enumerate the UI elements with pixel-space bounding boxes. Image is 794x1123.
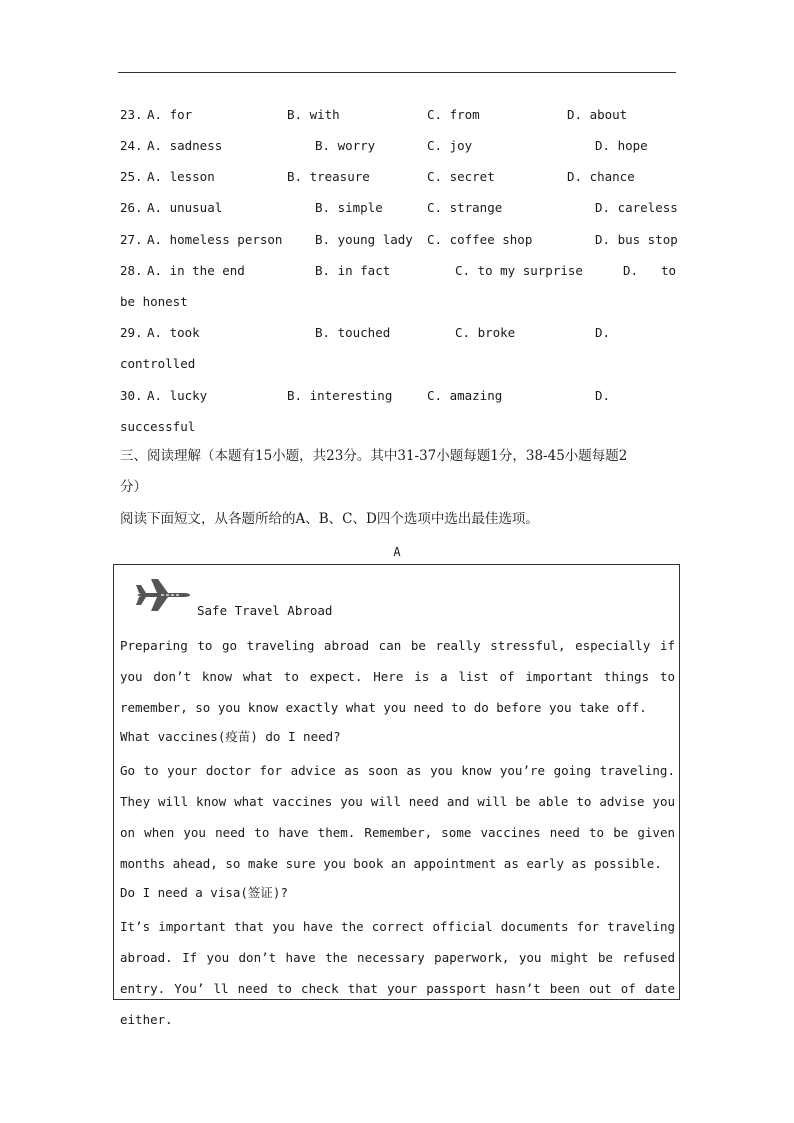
passage-paragraph-vaccines: Go to your doctor for advice as soon as you know you’re going traveling. They will know what vaccines you will need and will be able to advise you on when you need to have them. Remember, some vaccines need to be given months ahead, so make sure you book an appointment as early as possible.	[120, 763, 675, 871]
question-26	[120, 198, 680, 218]
option-a: A. lesson	[147, 169, 215, 184]
question-25	[120, 167, 680, 187]
option-a: A. homeless person	[147, 232, 283, 247]
question-number: 24.	[120, 138, 143, 153]
option-c: C. secret	[427, 169, 495, 184]
option-b: B. in fact	[315, 263, 391, 278]
option-c: C. coffee shop	[427, 232, 533, 247]
option-a: A. unusual	[147, 200, 223, 215]
option-d: D. careless	[595, 200, 678, 215]
option-a: A. lucky	[147, 388, 208, 403]
question-number: 28.	[120, 263, 143, 278]
question-30-continuation: successful	[120, 419, 196, 434]
option-c: C. joy	[427, 138, 473, 153]
option-c: C. strange	[427, 200, 503, 215]
option-b: B. simple	[315, 200, 383, 215]
question-24	[120, 136, 680, 156]
option-d: D.	[623, 263, 639, 278]
option-a: A. took	[147, 325, 200, 340]
question-29	[120, 323, 680, 343]
question-23	[120, 105, 680, 125]
passage-intro: Preparing to go traveling abroad can be really stressful, especially if you don’t know what to expect. Here is a list of important things to remember, so you know exactly what you need to do before you take off.	[120, 638, 675, 715]
option-d: D. chance	[567, 169, 635, 184]
option-d: D.	[595, 325, 611, 340]
header-rule	[118, 72, 676, 73]
question-number: 26.	[120, 200, 143, 215]
question-number: 25.	[120, 169, 143, 184]
passage-paragraph-visa: It’s important that you have the correct official documents for traveling abroad. If you don’t have the necessary paperwork, you might be refused entry. You’ ll need to check that your passport hasn’t been out of date either.	[120, 919, 675, 1027]
option-b: B. interesting	[287, 388, 393, 403]
option-b: B. touched	[315, 325, 391, 340]
option-c: C. to my surprise	[455, 263, 583, 278]
option-c: C. broke	[455, 325, 516, 340]
question-27	[120, 230, 680, 250]
passage-label: A	[393, 545, 401, 559]
option-d: D. hope	[595, 138, 648, 153]
option-d-text: to	[661, 263, 677, 278]
section-title: 三、阅读理解（本题有15小题，共23分。其中31-37小题每题1分，38-45小题每题2	[120, 448, 628, 464]
option-d: D. about	[567, 107, 628, 122]
question-number: 30.	[120, 388, 143, 403]
option-c: C. amazing	[427, 388, 503, 403]
passage-heading-vaccines: What vaccines(疫苗) do I need?	[120, 729, 341, 744]
option-c: C. from	[427, 107, 480, 122]
question-28	[120, 261, 680, 281]
question-29-continuation: controlled	[120, 356, 196, 371]
question-number: 29.	[120, 325, 143, 340]
option-a: A. sadness	[147, 138, 223, 153]
passage-title: Safe Travel Abroad	[197, 603, 333, 618]
option-a: A. in the end	[147, 263, 245, 278]
question-28-continuation: be honest	[120, 294, 188, 309]
option-d: D.	[595, 388, 611, 403]
option-b: B. treasure	[287, 169, 370, 184]
airplane-icon	[135, 576, 191, 614]
passage-heading-visa: Do I need a visa(签证)?	[120, 885, 288, 900]
section-title-continuation: 分）	[120, 479, 147, 495]
section-instruction: 阅读下面短文，从各题所给的A、B、C、D四个选项中选出最佳选项。	[120, 511, 539, 527]
option-b: B. worry	[315, 138, 376, 153]
question-number: 23.	[120, 107, 143, 122]
option-b: B. with	[287, 107, 340, 122]
option-a: A. for	[147, 107, 193, 122]
option-b: B. young lady	[315, 232, 413, 247]
question-number: 27.	[120, 232, 143, 247]
question-30	[120, 386, 680, 406]
option-d: D. bus stop	[595, 232, 678, 247]
